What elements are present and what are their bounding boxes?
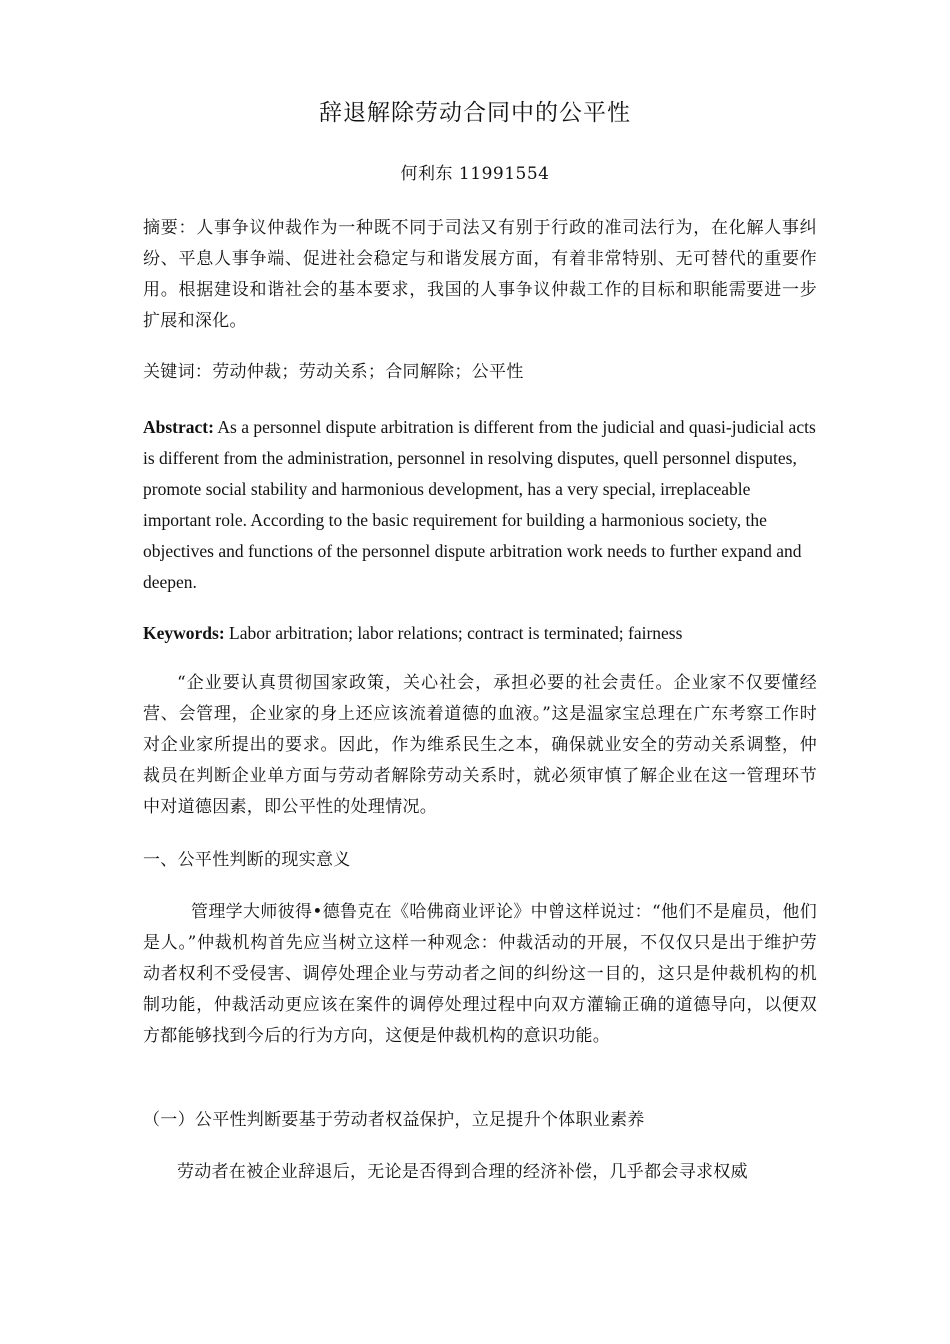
- subsection-1-paragraph: 劳动者在被企业辞退后，无论是否得到合理的经济补偿，几乎都会寻求权威: [177, 1162, 748, 1182]
- keywords-en: [143, 618, 817, 649]
- keywords-zh-label: 关键词: [143, 362, 195, 382]
- paper-title: 辞退解除劳动合同中的公平性: [319, 100, 631, 126]
- abstract-en: [143, 412, 817, 598]
- keywords-zh: [143, 357, 817, 388]
- keywords-en-text: Labor arbitration; labor relations; contract is terminated; fairness: [229, 623, 683, 643]
- section-1-paragraph: 管理学大师彼得•德鲁克在《哈佛商业评论》中曾这样说过：“他们不是雇员，他们是人。”仲裁机构首先应当树立这样一种观念：仲裁活动的开展，不仅仅只是出于维护劳动者权利不受侵害、调停处理企业与劳动者之间的纠纷这一目的，这只是仲裁机构的机制功能，仲裁活动更应该在案件的调停处理过程中向双方灌输正确的道德导向，以便双方都能够找到今后的行为方向，这便是仲裁机构的意识功能。: [143, 902, 817, 1046]
- abstract-zh-text: 人事争议仲裁作为一种既不同于司法又有别于行政的准司法行为，在化解人事纠纷、平息人事争端、促进社会稳定与和谐发展方面，有着非常特别、无可替代的重要作用。根据建设和谐社会的基本要求，我国的人事争议仲裁工作的目标和职能需要进一步扩展和深化。: [143, 218, 817, 331]
- abstract-zh-label: 摘要: [143, 218, 179, 238]
- keywords-zh-sep: ：: [194, 362, 213, 382]
- author-line: 何利东 11991554: [400, 164, 550, 184]
- keywords-zh-text: 劳动仲裁；劳动关系；合同解除；公平性: [212, 362, 524, 382]
- abstract-zh-sep: ：: [178, 218, 197, 238]
- abstract-en-label: Abstract:: [143, 417, 214, 437]
- section-1-heading: 一、公平性判断的现实意义: [143, 850, 351, 870]
- abstract-en-text: As a personnel dispute arbitration is different from the judicial and quasi-judicial acts is different from the administration, personnel in resolving disputes, quell personnel disputes, promote social stability and harmonious development, has a very special, irreplaceable important role. According to the basic requirement for building a harmonious society, the objectives and functions of the personnel dispute arbitration work needs to further expand and deepen.: [143, 417, 816, 592]
- intro-paragraph: “企业要认真贯彻国家政策，关心社会，承担必要的社会责任。企业家不仅要懂经营、会管理，企业家的身上还应该流着道德的血液。”这是温家宝总理在广东考察工作时对企业家所提出的要求。因此，作为维系民生之本，确保就业安全的劳动关系调整，仲裁员在判断企业单方面与劳动者解除劳动关系时，就必须审慎了解企业在这一管理环节中对道德因素，即公平性的处理情况。: [143, 673, 817, 817]
- keywords-en-label: Keywords:: [143, 623, 225, 643]
- abstract-zh: [143, 213, 817, 337]
- subsection-1-heading: （一）公平性判断要基于劳动者权益保护，立足提升个体职业素养: [143, 1110, 645, 1130]
